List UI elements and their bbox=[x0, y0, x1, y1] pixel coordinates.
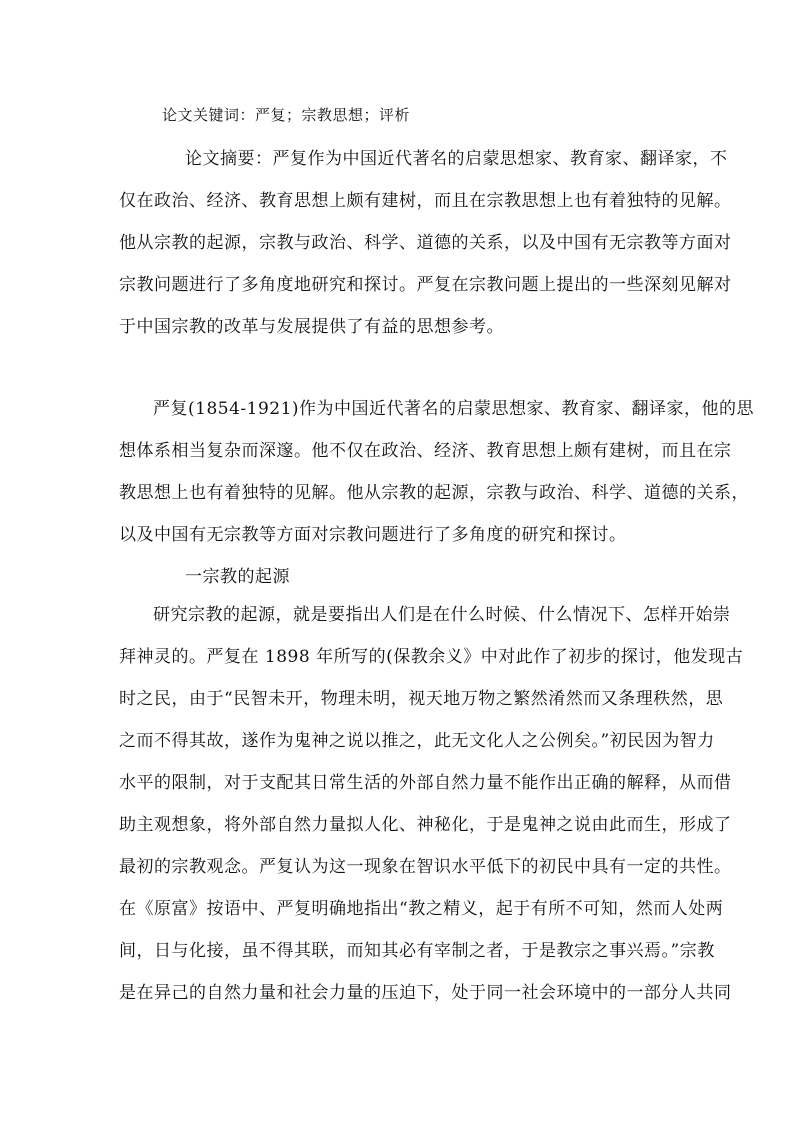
body-line: 助主观想象，将外部自然力量拟人化、神秘化，于是鬼神之说由此而生，形成了 bbox=[119, 815, 732, 835]
keywords-line: 论文关键词：严复；宗教思想；评析 bbox=[162, 106, 411, 124]
body-line: 拜神灵的。严复在 1898 年所写的(保教余义》中对此作了初步的探讨，他发现古 bbox=[119, 647, 744, 667]
body-line: 研究宗教的起源，就是要指出人们是在什么时候、什么情况下、怎样开始崇 bbox=[153, 605, 731, 625]
body-line: 在《原富》按语中、严复明确地指出“教之精义，起于有所不可知，然而人处两 bbox=[119, 899, 724, 919]
intro-line: 想体系相当复杂而深邃。他不仅在政治、经济、教育思想上颇有建树，而且在宗 bbox=[119, 441, 732, 461]
abstract-line: 论文摘要：严复作为中国近代著名的启蒙思想家、教育家、翻译家，不 bbox=[185, 149, 728, 169]
intro-line: 严复(1854-1921)作为中国近代著名的启蒙思想家、教育家、翻译家，他的思 bbox=[153, 399, 755, 419]
abstract-line: 仅在政治、经济、教育思想上颇有建树，而且在宗教思想上也有着独特的见解。 bbox=[119, 191, 732, 211]
abstract-line: 他从宗教的起源，宗教与政治、科学、道德的关系，以及中国有无宗教等方面对 bbox=[119, 233, 732, 253]
body-line: 最初的宗教观念。严复认为这一现象在智识水平低下的初民中具有一定的共性。 bbox=[119, 857, 732, 877]
intro-line: 教思想上也有着独特的见解。他从宗教的起源，宗教与政治、科学、道德的关系， bbox=[119, 483, 749, 503]
body-line: 之而不得其故，遂作为鬼神之说以推之，此无文化人之公例矣。”初民因为智力 bbox=[119, 731, 715, 751]
body-line: 时之民，由于“民智未开，物理未明，视天地万物之繁然淆然而又条理秩然，思 bbox=[119, 689, 724, 709]
body-line: 间，日与化接，虽不得其联，而知其必有宰制之者，于是教宗之事兴焉。”宗教 bbox=[119, 941, 715, 961]
abstract-line: 于中国宗教的改革与发展提供了有益的思想参考。 bbox=[119, 317, 504, 337]
body-line: 水平的限制，对于支配其日常生活的外部自然力量不能作出正确的解释，从而借 bbox=[119, 773, 732, 793]
body-line: 是在异己的自然力量和社会力量的压迫下，处于同一社会环境中的一部分人共同 bbox=[119, 983, 732, 1003]
intro-line: 以及中国有无宗教等方面对宗教问题进行了多角度的研究和探讨。 bbox=[119, 525, 627, 545]
abstract-line: 宗教问题进行了多角度地研究和探讨。严复在宗教问题上提出的一些深刻见解对 bbox=[119, 275, 732, 295]
section-heading: 一宗教的起源 bbox=[185, 567, 290, 587]
